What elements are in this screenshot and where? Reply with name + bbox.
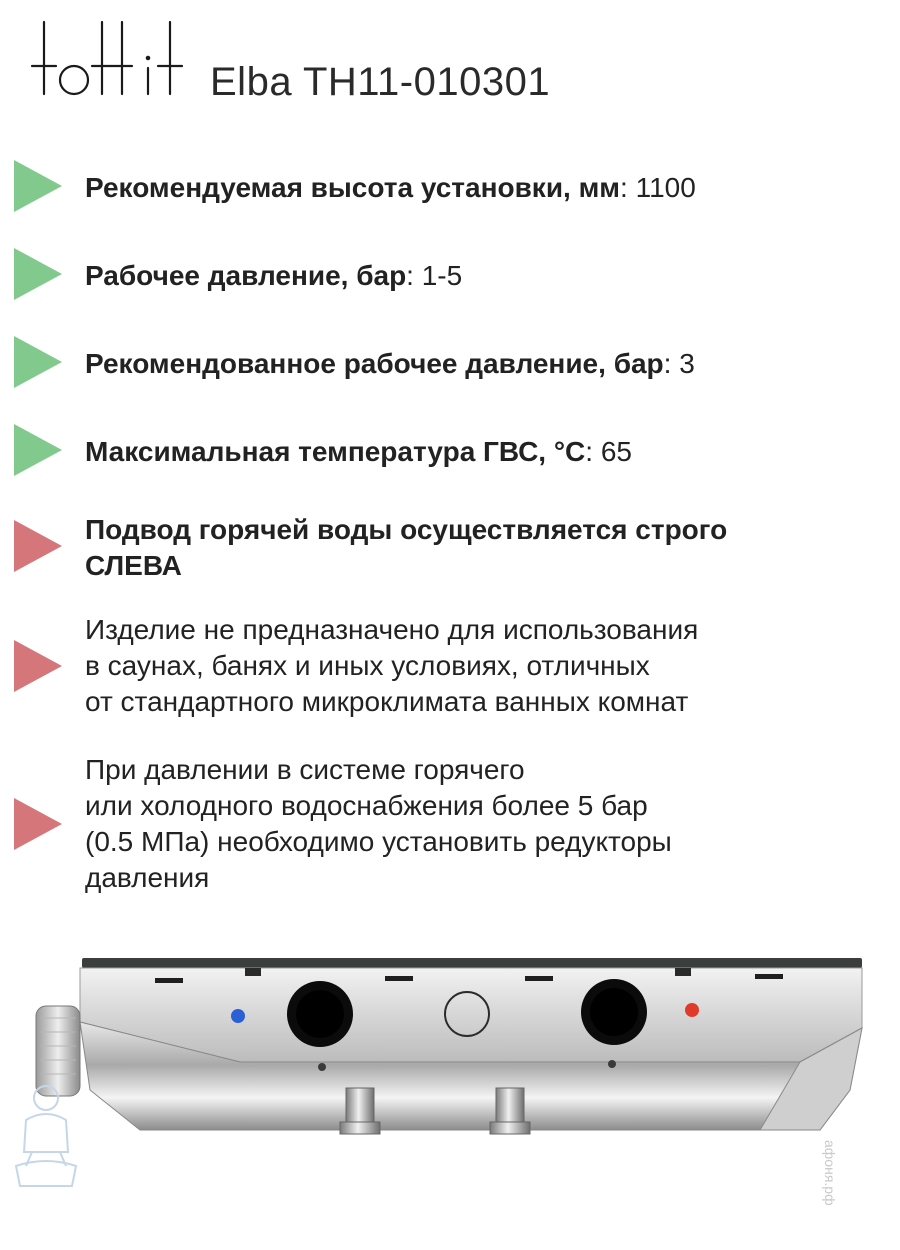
- watermark-text: афоня.рф: [822, 1140, 838, 1206]
- spec-label: Максимальная температура ГВС, °С: [85, 436, 586, 467]
- spec-value: : 1100: [620, 172, 696, 203]
- warning-line: СЛЕВА: [85, 550, 182, 581]
- spec-text: [85, 346, 875, 382]
- page-header: [30, 20, 870, 120]
- spec-text: [85, 258, 875, 294]
- warning-text: [85, 612, 875, 720]
- triangle-right-icon: [14, 520, 62, 572]
- plumber-mascot-icon: [6, 1080, 88, 1192]
- warning-line: от стандартного микроклимата ванных комнат: [85, 686, 689, 717]
- spec-label: Рабочее давление, бар: [85, 260, 407, 291]
- triangle-right-icon: [14, 336, 62, 388]
- triangle-right-icon: [14, 248, 62, 300]
- warning-text: [85, 512, 875, 584]
- warning-line: давления: [85, 862, 210, 893]
- model-title: Elba TH11-010301: [210, 60, 551, 104]
- spec-text: [85, 170, 875, 206]
- triangle-right-icon: [14, 424, 62, 476]
- spec-label: Рекомендованное рабочее давление, бар: [85, 348, 664, 379]
- brand-logo: [30, 20, 190, 102]
- warning-line: или холодного водоснабжения более 5 бар: [85, 790, 648, 821]
- spec-value: : 65: [585, 436, 632, 467]
- spec-value: : 3: [663, 348, 695, 379]
- triangle-right-icon: [14, 798, 62, 850]
- warning-line: (0.5 МПа) необходимо установить редукторы: [85, 826, 672, 857]
- thermostat-body-image: [0, 940, 900, 1200]
- triangle-right-icon: [14, 640, 62, 692]
- spec-text: [85, 434, 875, 470]
- spec-value: : 1-5: [406, 260, 463, 291]
- warning-text: [85, 752, 875, 896]
- warning-line: Подвод горячей воды осуществляется строго: [85, 514, 728, 545]
- triangle-right-icon: [14, 160, 62, 212]
- spec-label: Рекомендуемая высота установки, мм: [85, 172, 621, 203]
- warning-line: При давлении в системе горячего: [85, 754, 525, 785]
- warning-line: Изделие не предназначено для использования: [85, 614, 699, 645]
- warning-line: в саунах, банях и иных условиях, отличных: [85, 650, 650, 681]
